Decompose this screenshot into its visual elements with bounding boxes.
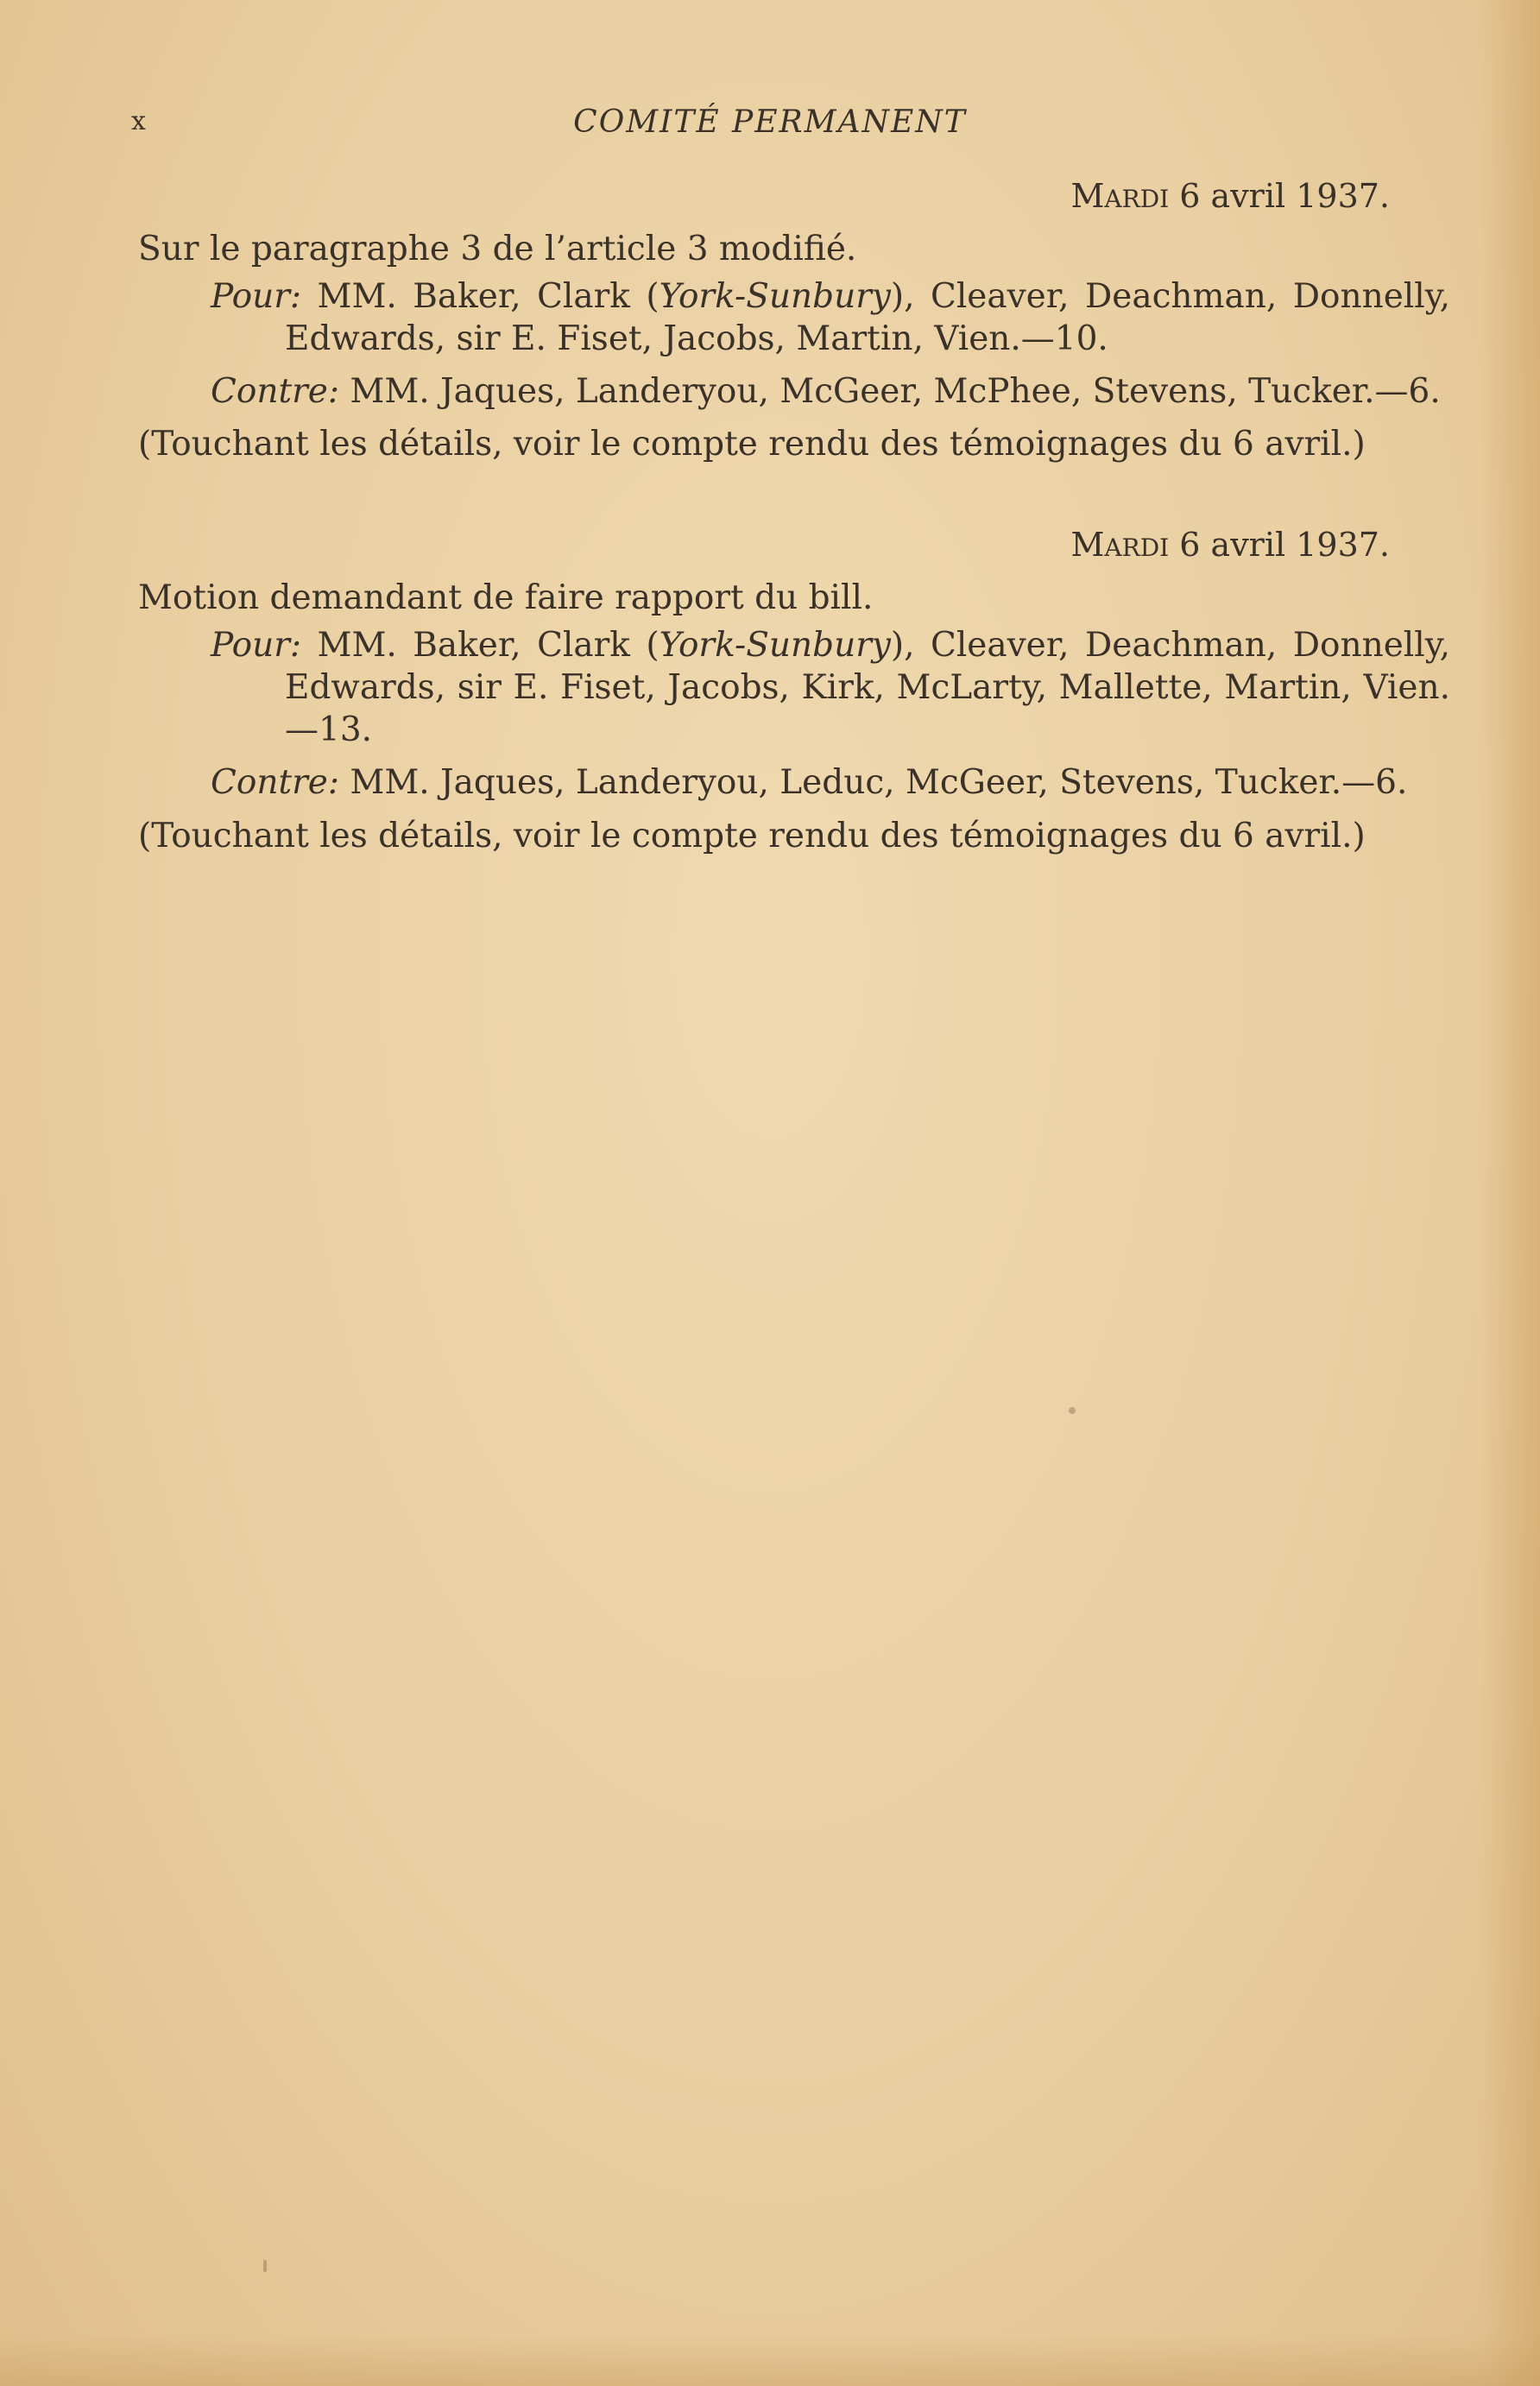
vote-pour [138, 624, 1450, 751]
pour-names-b: ), Cleaver, Deachman, Donnelly, Edwards, sir E. Fiset, Jacobs, Kirk, McLarty, Mallette, Martin, Vien.—13. [285, 626, 1450, 750]
contre-label: Contre: [211, 372, 339, 412]
pour-names-a: MM. Baker, Clark ( [301, 626, 660, 665]
pour-names-b: ), Cleaver, Deachman, Donnelly, Edwards, sir E. Fiset, Jacobs, Martin, Vien.—10. [285, 277, 1450, 359]
date-smallcaps: ARDI [1104, 185, 1170, 213]
contre-label: Contre: [211, 763, 339, 803]
vote-section-2 [138, 525, 1450, 857]
vote-section-1 [138, 176, 1450, 466]
date-rest: 6 avril 1937. [1169, 177, 1390, 215]
contre-names: MM. Jaques, Landeryou, McGeer, McPhee, Stevens, Tucker.—6. [338, 372, 1441, 412]
motion-text: Motion demandant de faire rapport du bill. [138, 578, 874, 617]
pour-riding: York-Sunbury [659, 277, 891, 316]
pour-label: Pour: [211, 277, 302, 316]
paper-bottom-shading [0, 2334, 1540, 2386]
vote-contre [138, 761, 1450, 804]
date-initial: M [1070, 177, 1105, 215]
paper-speck [263, 2260, 267, 2272]
vote-contre [138, 370, 1450, 413]
date-initial: M [1070, 526, 1105, 564]
date-rest: 6 avril 1937. [1169, 526, 1390, 564]
page-number: x [131, 106, 146, 136]
paper-speck [1069, 1407, 1076, 1414]
section-date [138, 176, 1450, 218]
paper-edge-shading [1480, 0, 1540, 2386]
motion-text: Sur le paragraphe 3 de l’article 3 modifié. [138, 229, 857, 268]
pour-label: Pour: [211, 626, 302, 665]
contre-names: MM. Jaques, Landeryou, Leduc, McGeer, Stevens, Tucker.—6. [338, 763, 1408, 803]
vote-pour [138, 275, 1450, 360]
pour-riding: York-Sunbury [659, 626, 891, 665]
details-note: (Touchant les détails, voir le compte rendu des témoignages du 6 avril.) [138, 425, 1366, 464]
details-note: (Touchant les détails, voir le compte rendu des témoignages du 6 avril.) [138, 816, 1366, 855]
date-smallcaps: ARDI [1104, 533, 1170, 562]
section-date [138, 525, 1450, 566]
running-head: COMITÉ PERMANENT [573, 104, 967, 140]
pour-names-a: MM. Baker, Clark ( [301, 277, 660, 316]
